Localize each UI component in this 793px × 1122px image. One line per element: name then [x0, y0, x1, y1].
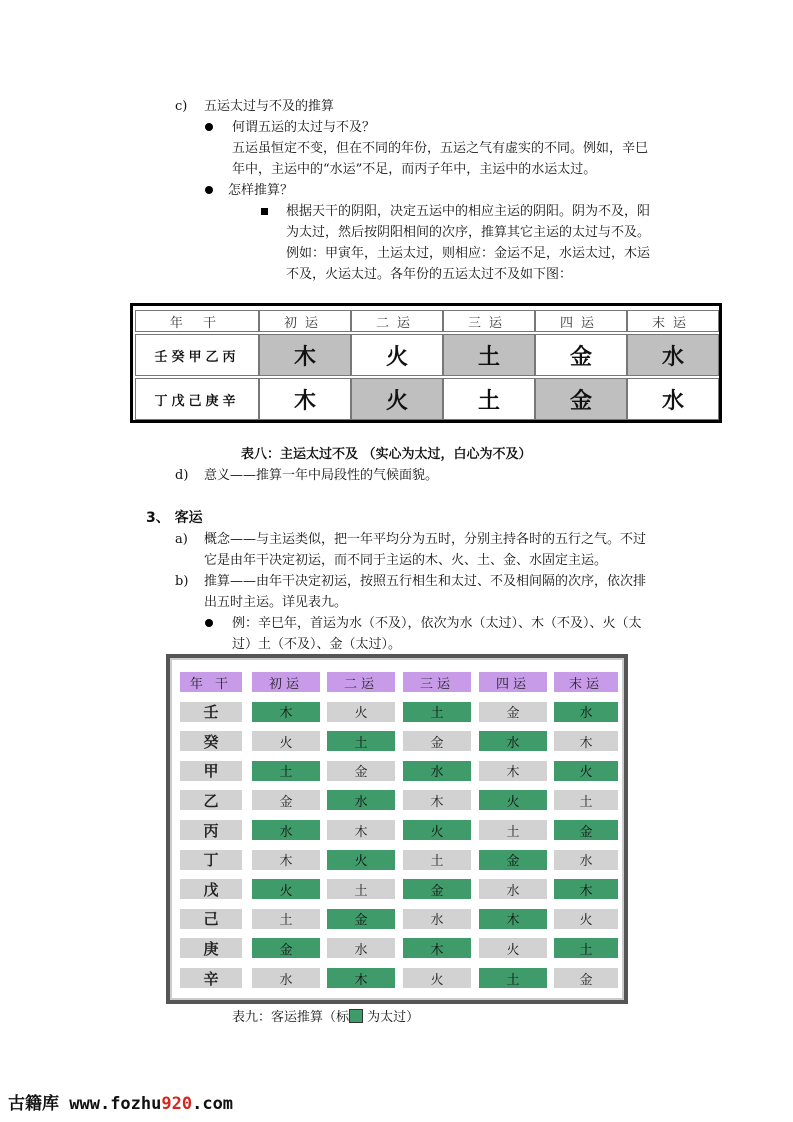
- section-3b-marker: b): [175, 574, 189, 589]
- t9-cell: 土: [479, 968, 547, 988]
- t9-row-label: 戊: [180, 879, 242, 899]
- t9-cell: 火: [403, 820, 471, 840]
- watermark-url-a: www.fozhu: [69, 1094, 162, 1114]
- t9-row-label: 丁: [180, 850, 242, 870]
- t8-row-2-label: 丁戊己庚辛: [135, 378, 259, 420]
- t9-cell: 火: [252, 879, 320, 899]
- t9-cell: 水: [327, 790, 395, 810]
- t9-cell: 水: [554, 702, 618, 722]
- section-3a-line-2: 它是由年干决定初运，而不同于主运的木、火、土、金、水固定主运。: [204, 553, 608, 568]
- bullet-dot-icon: [205, 619, 213, 627]
- t9-row-label: 癸: [180, 731, 242, 751]
- t9-cell: 火: [554, 909, 618, 929]
- t9-row-label: 乙: [180, 790, 242, 810]
- watermark-url-b: 920: [161, 1094, 193, 1114]
- t8-row-2-cell-4: 金: [535, 378, 627, 420]
- t9-row-label: 庚: [180, 938, 242, 958]
- t8-row-2-cell-1: 木: [259, 378, 351, 420]
- t9-cell: 木: [479, 909, 547, 929]
- t9-cell: 土: [327, 879, 395, 899]
- t8-header-4: 四运: [535, 310, 627, 332]
- t9-row-label: 丙: [180, 820, 242, 840]
- t9-row-label: 己: [180, 909, 242, 929]
- table9-caption: [232, 1007, 419, 1028]
- t9-cell: 木: [327, 820, 395, 840]
- t9-cell: 水: [479, 879, 547, 899]
- t9-cell: 木: [403, 938, 471, 958]
- t9-cell: 木: [403, 790, 471, 810]
- t9-cell: 土: [403, 850, 471, 870]
- t9-row-label: 壬: [180, 702, 242, 722]
- section-3b-line-1: 推算——由年干决定初运，按照五行相生和太过、不及相间隔的次序，依次排: [204, 574, 647, 589]
- t9-header-3: 三运: [403, 672, 471, 692]
- t9-cell: 火: [479, 938, 547, 958]
- section-c-marker: c): [175, 99, 188, 114]
- t9-cell: 金: [403, 879, 471, 899]
- t8-row-2-cell-3: 土: [443, 378, 535, 420]
- t9-cell: 金: [327, 761, 395, 781]
- t9-cell: 土: [554, 938, 618, 958]
- t9-cell: 木: [479, 761, 547, 781]
- t8-row-1-cell-4: 金: [535, 334, 627, 376]
- section-3b-line-2: 出五时主运。详见表九。: [204, 595, 348, 610]
- bullet-dot-icon: [205, 123, 213, 131]
- section-c-title: 五运太过与不及的推算: [204, 99, 335, 114]
- t9-cell: 火: [554, 761, 618, 781]
- table9-caption-start: 表九：客运推算（标: [232, 1010, 350, 1025]
- t8-header-1: 初运: [259, 310, 351, 332]
- t9-cell: 金: [252, 790, 320, 810]
- method-line-4: 不及，火运太过。各年份的五运太过不及如下图：: [286, 267, 573, 282]
- answer-1-line-1: 五运虽恒定不变，但在不同的年份，五运之气有虚实的不同。例如，辛巳: [232, 141, 649, 156]
- t9-cell: 火: [479, 790, 547, 810]
- t9-cell: 木: [554, 879, 618, 899]
- section-3a-line-1: 概念——与主运类似，把一年平均分为五时，分别主持各时的五行之气。不过: [204, 532, 647, 547]
- question-1: 何谓五运的太过与不及？: [232, 120, 376, 135]
- method-line-3: 例如：甲寅年，土运太过，则相应：金运不足，水运太过，木运: [286, 246, 651, 261]
- t9-header-2: 二运: [327, 672, 395, 692]
- t8-row-1-cell-3: 土: [443, 334, 535, 376]
- watermark-brand: 古籍库: [8, 1094, 59, 1114]
- t8-row-2-cell-2: 火: [351, 378, 443, 420]
- t9-cell: 金: [327, 909, 395, 929]
- section-3-title: 3、 客运: [146, 510, 203, 526]
- t8-row-2-cell-5: 水: [627, 378, 719, 420]
- t9-cell: 金: [252, 938, 320, 958]
- t9-header-4: 四运: [479, 672, 547, 692]
- table-main-movement: [130, 303, 722, 423]
- bullet-square-icon: [261, 208, 268, 215]
- t9-cell: 土: [327, 731, 395, 751]
- t8-row-1-cell-2: 火: [351, 334, 443, 376]
- table-guest-movement: [166, 654, 628, 1004]
- t9-cell: 木: [252, 850, 320, 870]
- legend-excess-swatch: [349, 1009, 363, 1023]
- t9-cell: 木: [554, 731, 618, 751]
- answer-1-line-2: 年中，主运中的“水运”不足，而丙子年中，主运中的水运太过。: [232, 162, 597, 177]
- question-2: 怎样推算？: [228, 183, 294, 198]
- t8-header-year: 年 干: [135, 310, 259, 332]
- t9-cell: 火: [252, 731, 320, 751]
- t9-cell: 土: [252, 761, 320, 781]
- section-d-text: 意义——推算一年中局段性的气候面貌。: [204, 468, 439, 483]
- t9-cell: 水: [327, 938, 395, 958]
- t9-cell: 水: [479, 731, 547, 751]
- t9-cell: 水: [252, 968, 320, 988]
- t9-cell: 火: [327, 850, 395, 870]
- t9-cell: 水: [554, 850, 618, 870]
- t8-row-1-cell-5: 水: [627, 334, 719, 376]
- watermark-url-c: .com: [192, 1094, 234, 1114]
- section-3a-marker: a): [175, 532, 188, 547]
- table8-caption: 表八：主运太过不及 （实心为太过，白心为不及）: [241, 447, 532, 462]
- t9-cell: 土: [479, 820, 547, 840]
- t9-cell: 金: [479, 850, 547, 870]
- t9-cell: 水: [403, 761, 471, 781]
- t9-cell: 土: [403, 702, 471, 722]
- t9-cell: 金: [554, 968, 618, 988]
- example-line-2: 过）土（不及）、金（太过）。: [232, 637, 402, 652]
- section-d-marker: d): [175, 468, 189, 483]
- t8-row-1-label: 壬癸甲乙丙: [135, 334, 259, 376]
- t9-header-1: 初运: [252, 672, 320, 692]
- bullet-dot-icon: [205, 186, 213, 194]
- t9-cell: 水: [252, 820, 320, 840]
- t9-cell: 火: [403, 968, 471, 988]
- t9-cell: 金: [403, 731, 471, 751]
- t8-header-5: 末运: [627, 310, 719, 332]
- t9-cell: 土: [252, 909, 320, 929]
- method-line-1: 根据天干的阴阳，决定五运中的相应主运的阴阳。阴为不及，阳: [286, 204, 651, 219]
- t8-header-3: 三运: [443, 310, 535, 332]
- t9-cell: 水: [403, 909, 471, 929]
- site-watermark: [8, 1089, 233, 1114]
- t9-row-label: 甲: [180, 761, 242, 781]
- t9-cell: 木: [252, 702, 320, 722]
- t9-cell: 土: [554, 790, 618, 810]
- t8-header-2: 二运: [351, 310, 443, 332]
- t9-cell: 火: [327, 702, 395, 722]
- table9-caption-end: 为太过）: [363, 1010, 420, 1025]
- t9-cell: 金: [479, 702, 547, 722]
- t8-row-1-cell-1: 木: [259, 334, 351, 376]
- t9-cell: 木: [327, 968, 395, 988]
- t9-header-0: 年 干: [180, 672, 242, 692]
- example-line-1: 例：辛巳年，首运为水（不及），依次为水（太过）、木（不及）、火（太: [232, 616, 642, 631]
- method-line-2: 为太过，然后按阴阳相间的次序，推算其它主运的太过与不及。: [286, 225, 651, 240]
- t9-row-label: 辛: [180, 968, 242, 988]
- t9-header-5: 末运: [554, 672, 618, 692]
- t9-cell: 金: [554, 820, 618, 840]
